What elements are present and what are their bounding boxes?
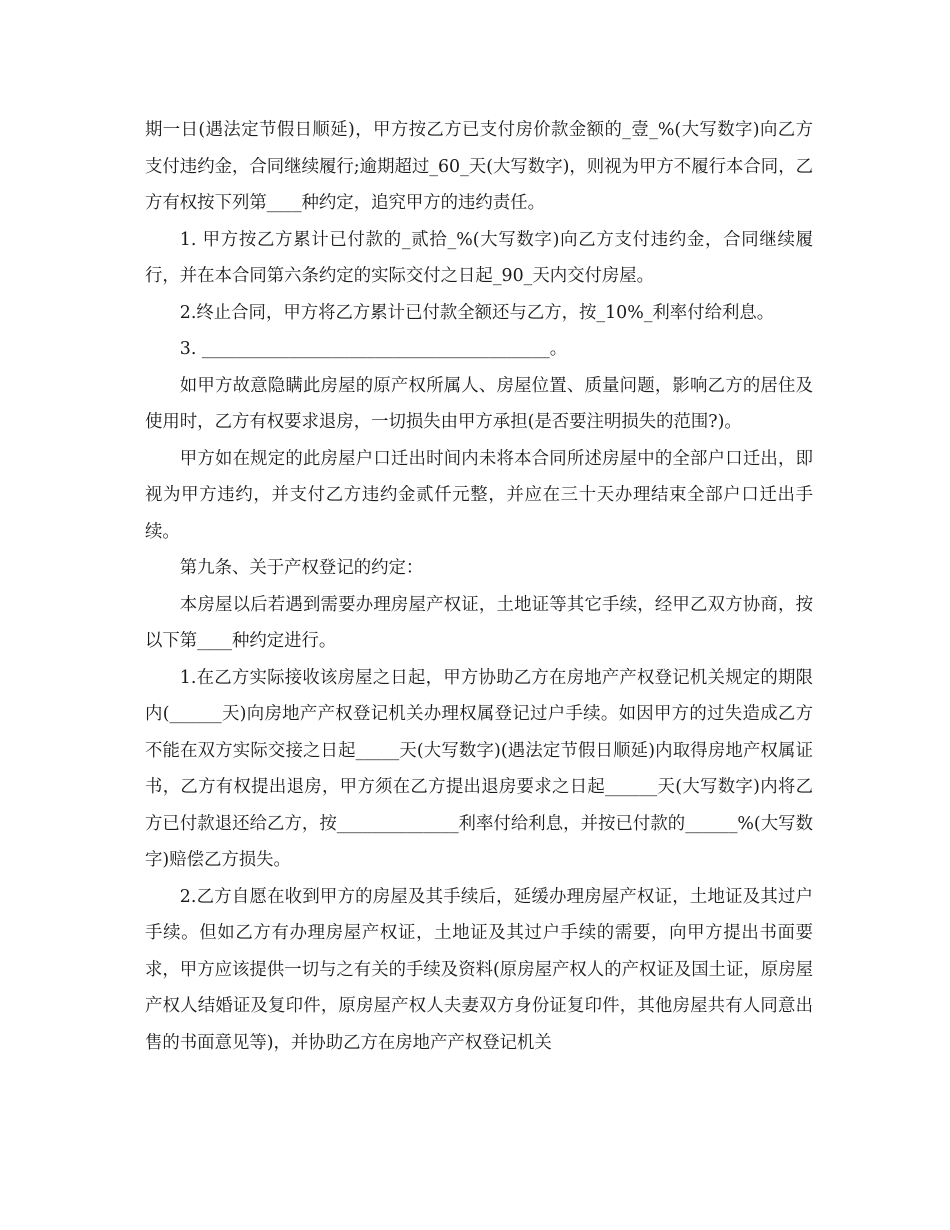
paragraph-4: 3. ________________________________________。 bbox=[179, 339, 568, 359]
paragraph-2: 1. 甲方按乙方累计已付款的_贰拾_%(大写数字)向乙方支付违约金，合同继续履行，并在本合同第六条约定的实际交付之日起_90_天内交付房屋。 bbox=[145, 229, 813, 286]
paragraph-9: 1.在乙方实际接收该房屋之日起，甲方协助乙方在房地产产权登记机关规定的期限内(______天)向房地产产权登记机关办理权属登记过户手续。如因甲方的过失造成乙方不能在双方实际交接之日起_____天(大写数字)(遇法定节假日顺延)内取得房地产权属证书，乙方有权提出退房，甲方须在乙方提出退房要求之日起______天(大写数字)内将乙方已付款退还给乙方，按______________利率付给利息，并按已付款的______%(大写数字)赔偿乙方损失。 bbox=[145, 667, 813, 870]
paragraph-3: 2.终止合同，甲方将乙方累计已付款全额还与乙方，按_10%_利率付给利息。 bbox=[179, 302, 775, 323]
section-heading-article-9: 第九条、关于产权登记的约定： bbox=[179, 558, 424, 578]
paragraph-10: 2.乙方自愿在收到甲方的房屋及其手续后，延缓办理房屋产权证，土地证及其过户手续。但如乙方有办理房屋产权证，土地证及其过户手续的需要，向甲方提出书面要求，甲方应该提供一切与之有关的手续及资料(原房屋产权人的产权证及国土证，原房屋产权人结婚证及复印件，原房屋产权人夫妻双方身份证复印件，其他房屋共有人同意出售的书面意见等)，并协助乙方在房地产产权登记机关 bbox=[145, 886, 813, 1053]
paragraph-8: 本房屋以后若遇到需要办理房屋产权证，土地证等其它手续，经甲乙双方协商，按以下第____种约定进行。 bbox=[145, 594, 813, 651]
document-body bbox=[145, 112, 813, 1061]
paragraph-6: 甲方如在规定的此房屋户口迁出时间内未将本合同所述房屋中的全部户口迁出，即视为甲方违约，并支付乙方违约金贰仟元整，并应在三十天办理结束全部户口迁出手续。 bbox=[145, 448, 813, 542]
paragraph-1: 期一日(遇法定节假日顺延)，甲方按乙方已支付房价款金额的_壹_%(大写数字)向乙方支付违约金，合同继续履行;逾期超过_60_天(大写数字)，则视为甲方不履行本合同，乙方有权按下列第____种约定，追究甲方的违约责任。 bbox=[145, 120, 813, 213]
paragraph-5: 如甲方故意隐瞒此房屋的原产权所属人、房屋位置、质量问题，影响乙方的居住及使用时，乙方有权要求退房，一切损失由甲方承担(是否要注明损失的范围?)。 bbox=[145, 375, 813, 432]
